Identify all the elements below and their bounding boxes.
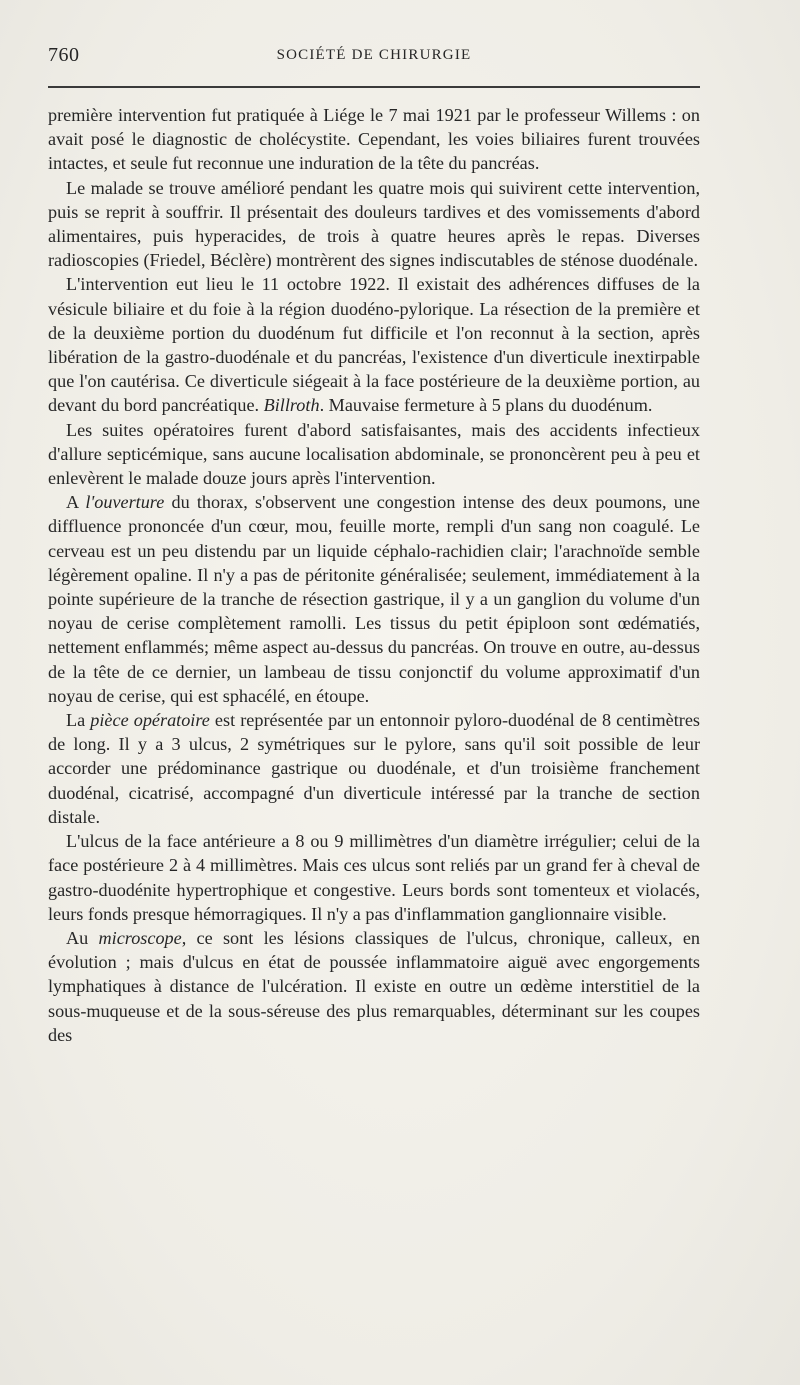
running-head: SOCIÉTÉ DE CHIRURGIE <box>276 47 472 63</box>
text-run: , ce sont les lésions classiques de l'ulcus, chronique, calleux, en évolution ; mais d'ulcus en état de poussée inflammatoire aiguë avec engorgements lymphatiques à distance de l'ulcération. Il existe en outre un œdème interstitiel de la sous-muqueuse et de la sous-séreuse des plus remarquables, déterminant sur les coupes des <box>48 927 700 1045</box>
italic-text: pièce opératoire <box>90 710 210 731</box>
text-run: . Mauvaise fermeture à 5 plans du duodénum. <box>319 395 653 416</box>
paragraph <box>48 176 700 273</box>
paragraph <box>48 490 700 708</box>
text-run: L'intervention eut lieu le 11 octobre 1922. Il existait des adhérences diffuses de la vésicule biliaire et du foie à la région duodéno-pylorique. La résection de la première et de la deuxième portion du duodénum fut difficile et l'on reconnut à la section, après libération de la gastro-duodénale et du pancréas, l'existence d'un diverticule inextirpable que l'on cautérisa. Ce diverticule siégeait à la face postérieure de la deuxième portion, au devant du bord pancréatique. <box>48 274 700 416</box>
body-text <box>48 103 700 1047</box>
page-number: 760 <box>48 44 80 66</box>
paragraph <box>48 829 700 926</box>
paragraph <box>48 418 700 491</box>
page-header <box>48 44 700 74</box>
paragraph <box>48 103 700 176</box>
text-run: Le malade se trouve amélioré pendant les quatre mois qui suivirent cette intervention, puis se reprit à souffrir. Il présentait des douleurs tardives et des vomissements d'abord alimentaires, puis hyperacides, de trois à quatre heures après le repas. Diverses radioscopies (Friedel, Béclère) montrèrent des signes indiscutables de sténose duodénale. <box>48 177 700 271</box>
text-run: La <box>66 710 91 731</box>
text-run: Les suites opératoires furent d'abord satisfaisantes, mais des accidents infectieux d'allure septicémique, sans aucune localisation abdominale, se prononcèrent peu à peu et enlevèrent le malade douze jours après l'intervention. <box>48 419 700 489</box>
paragraph <box>48 708 700 829</box>
text-run: du thorax, s'observent une congestion intense des deux poumons, une diffluence prononcée d'un cœur, mou, feuille morte, rempli d'un sang non coagulé. Le cerveau est un peu distendu par un liquide céphalo-rachidien clair; l'arachnoïde semble légèrement opaline. Il n'y a pas de péritonite généralisée; seulement, immédiatement à la pointe supérieure de la tranche de résection gastrique, il y a un ganglion du volume d'un noyau de cerise complètement ramolli. Les tissus du petit épiploon sont œdématiés, nettement enflammés; même aspect au-dessus du pancréas. On trouve en outre, au-dessus de la tête de ce dernier, un lambeau de tissu conjonctif du volume approximatif d'un noyau de cerise, qui est sphacélé, en étoupe. <box>48 492 701 706</box>
italic-text: l'ouverture <box>85 492 165 513</box>
text-run: première intervention fut pratiquée à Liége le 7 mai 1921 par le professeur Willems : on avait posé le diagnostic de cholécystite. Cependant, les voies biliaires furent trouvées intactes, et seule fut reconnue une induration de la tête du pancréas. <box>48 105 700 174</box>
italic-text: microscope <box>98 927 182 948</box>
text-run: Au <box>66 927 99 948</box>
header-rule <box>48 86 700 88</box>
italic-text: Billroth <box>263 395 320 416</box>
paragraph <box>48 272 700 417</box>
paragraph <box>48 926 700 1047</box>
text-run: L'ulcus de la face antérieure a 8 ou 9 millimètres d'un diamètre irrégulier; celui de la face postérieure 2 à 4 millimètres. Mais ces ulcus sont reliés par un grand fer à cheval de gastro-duodénite hypertrophique et congestive. Leurs bords sont tomenteux et violacés, leurs fonds presque hémorragiques. Il n'y a pas d'inflammation ganglionnaire visible. <box>48 831 700 924</box>
text-run: A <box>66 492 86 513</box>
text-run: est représentée par un entonnoir pyloro-duodénal de 8 centimètres de long. Il y a 3 ulcus, 2 symétriques sur le pylore, sans qu'il soit possible de leur accorder une prédominance gastrique ou duodénale, et d'un troisième franchement duodénal, cicatrisé, accompagné d'un diverticule intéressé par la tranche de section distale. <box>48 710 701 827</box>
